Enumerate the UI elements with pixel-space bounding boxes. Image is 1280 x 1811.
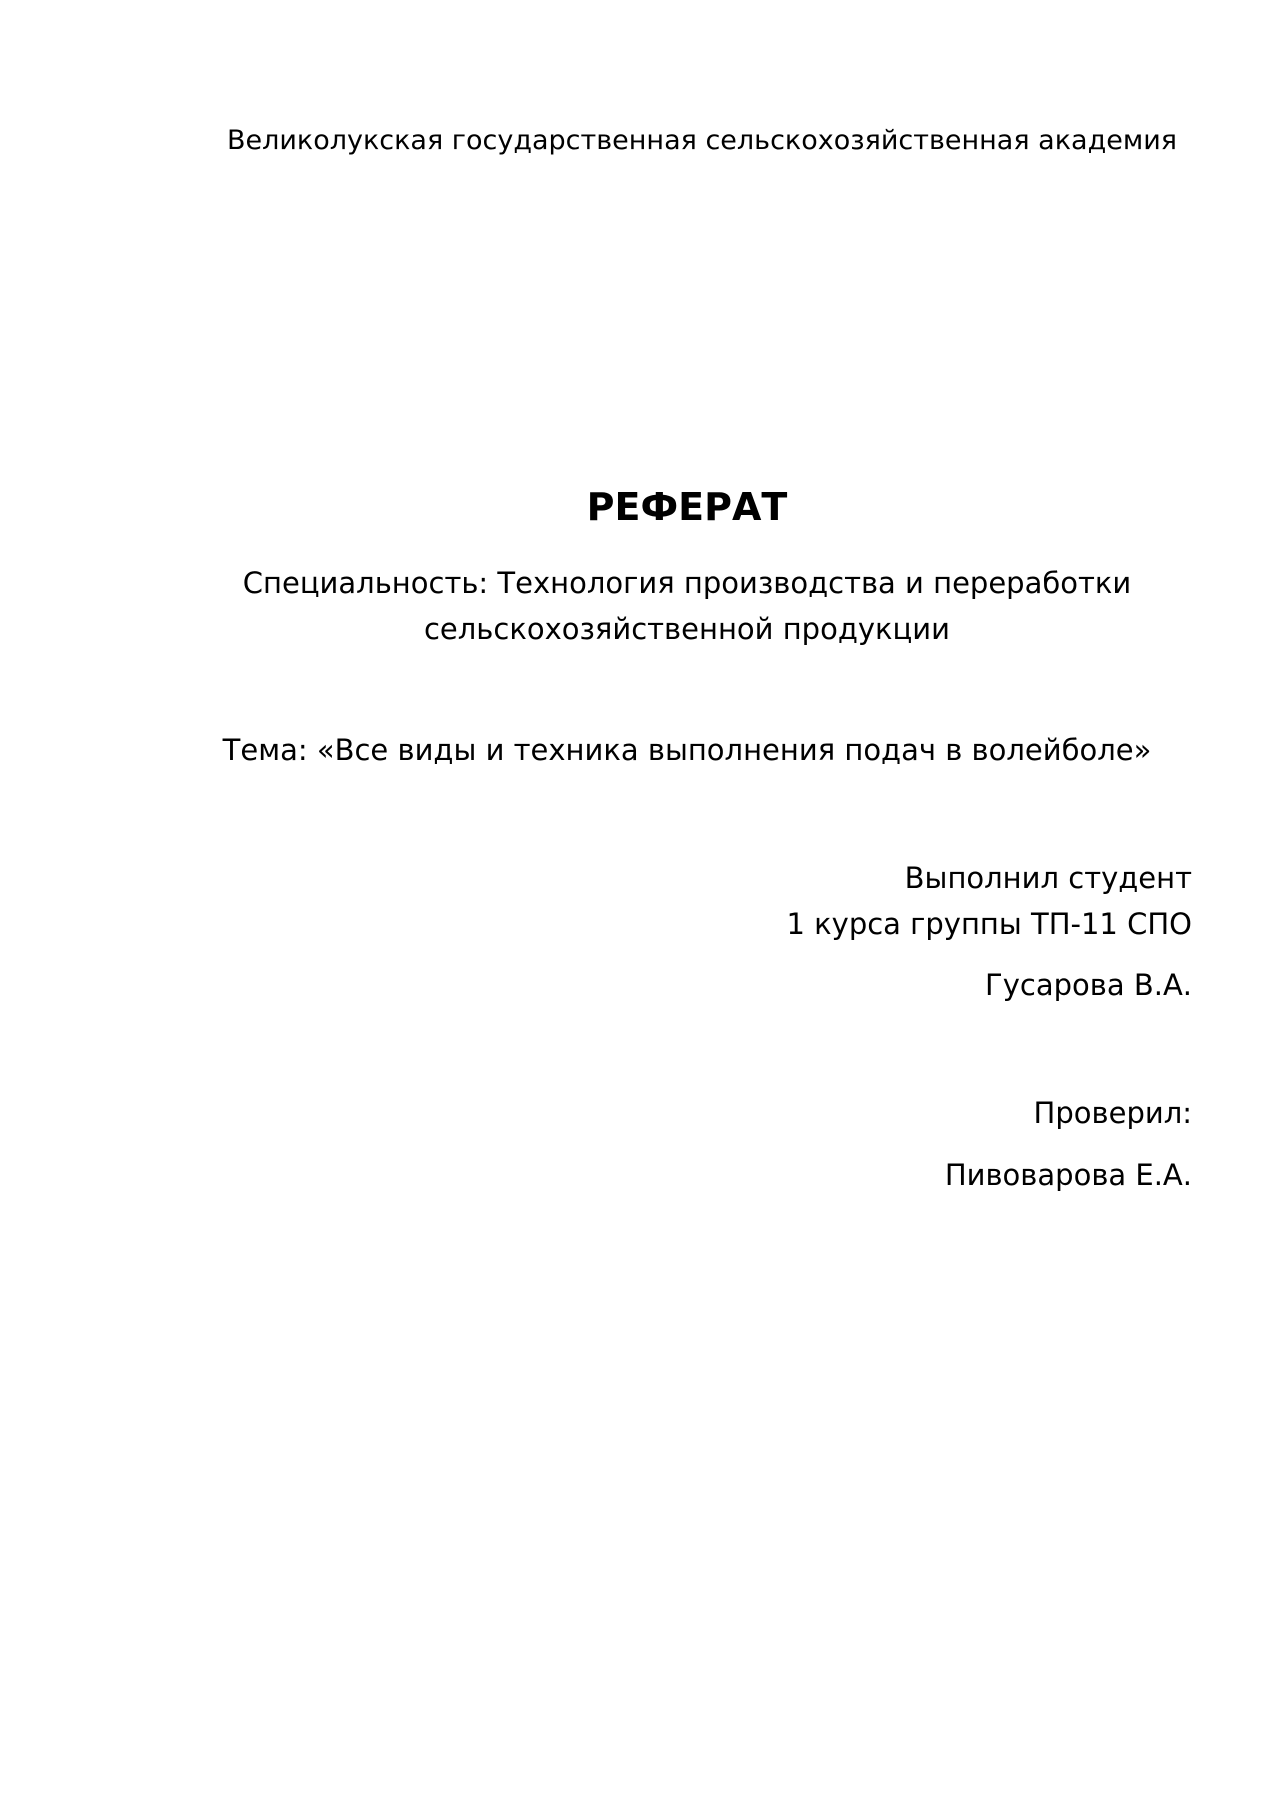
checker-name: Пивоварова Е.А. bbox=[944, 1158, 1192, 1192]
student-role-line: Выполнил студент bbox=[904, 861, 1192, 895]
student-group-line: 1 курса группы ТП-11 СПО bbox=[786, 907, 1192, 941]
specialty-line-2: сельскохозяйственной продукции bbox=[423, 612, 950, 646]
specialty-block bbox=[0, 560, 1280, 652]
document-title: РЕФЕРАТ bbox=[586, 485, 788, 529]
specialty-line-1: Специальность: Технология производства и переработки bbox=[242, 566, 1132, 600]
checked-by-label: Проверил: bbox=[1033, 1096, 1192, 1130]
topic-line: Тема: «Все виды и техника выполнения подач в волейболе» bbox=[222, 733, 1152, 767]
student-name: Гусарова В.А. bbox=[985, 968, 1192, 1002]
institution-name: Великолукская государственная сельскохозяйственная академия bbox=[226, 125, 1178, 156]
